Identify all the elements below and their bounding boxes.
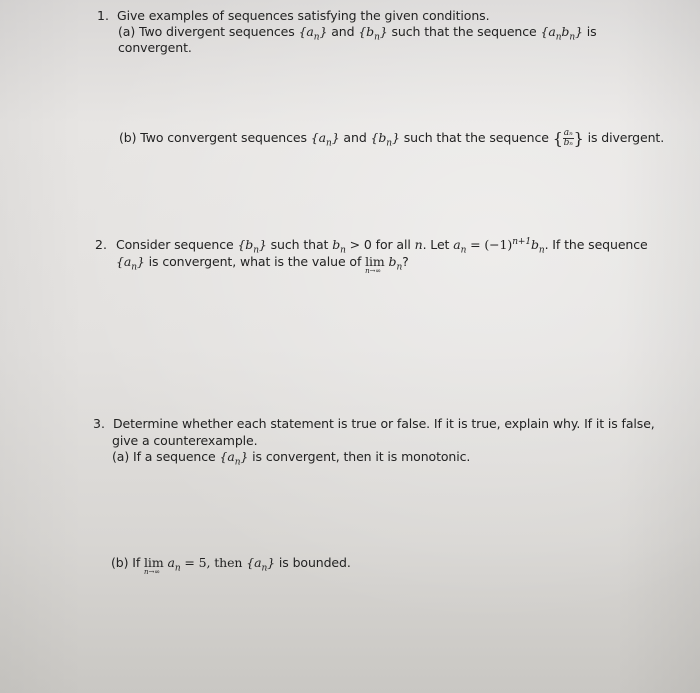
q1a-line2: convergent.	[118, 40, 192, 55]
q1a-line1	[118, 24, 597, 43]
q1a-text-pre: (a) Two divergent sequences	[118, 24, 299, 39]
q1b-fraction: $\frac{\text{aₙ}}{\text{bₙ}}$	[563, 128, 573, 148]
q1b-seq-b: $\{b_n\}$	[370, 130, 400, 149]
q1a-and: and	[327, 24, 359, 39]
q1a-is: is	[582, 24, 597, 39]
q3b-limit: lim n→∞	[144, 555, 164, 576]
q2-line2: $\{a_n\}$ is convergent, what is the value of lim n→∞ $b_n$?	[116, 254, 409, 275]
q1a-seq-b: $\{b_n\}$	[358, 24, 388, 43]
q3-number: 3.	[93, 416, 105, 431]
q1b-seq-a: $\{a_n\}$	[310, 130, 340, 149]
q1b-line: (b) Two convergent sequences $\{a_n\}$ and $\{b_n\}$ such that the sequence { $\frac{\text{aₙ}}{\text{bₙ}}$ } is divergent.	[119, 128, 665, 149]
q2-number: 2.	[95, 237, 107, 252]
q1a-mid: such that the sequence	[387, 24, 541, 39]
q1b-text-pre: (b) Two convergent sequences	[119, 130, 311, 145]
q2-seq-b: $\{b_n\}$	[237, 237, 267, 256]
q3a-seq: $\{a_n\}$	[219, 449, 249, 468]
q2-seq-a: $\{a_n\}$	[116, 254, 145, 273]
q1b-end: is divergent.	[583, 130, 665, 145]
q1b-and: and	[339, 130, 371, 145]
q1a-seq-a: $\{a_n\}$	[298, 24, 328, 43]
q3b-seq: $\{a_n\}$	[246, 555, 276, 574]
q1-number: 1.	[97, 8, 109, 23]
q2-limit: lim n→∞	[365, 254, 385, 275]
q1b-mid: such that the sequence	[399, 130, 553, 145]
q3-line1: Determine whether each statement is true or false. If it is true, explain why. If it is false,	[113, 416, 655, 431]
q3-line2: give a counterexample.	[112, 433, 258, 448]
q1-instruction: Give examples of sequences satisfying the given conditions.	[117, 8, 490, 23]
q1a-product-seq: $\{a_nb_n\}$	[540, 24, 583, 43]
q3a-line: (a) If a sequence $\{a_n\}$ is convergent, then it is monotonic.	[112, 449, 471, 468]
q3b-line: (b) If lim n→∞ $a_n = 5$, then $\{a_n\}$ is bounded.	[111, 555, 351, 576]
q2-line1: Consider sequence $\{b_n\}$ such that $b_n > 0$ for all n. Let $a_n = (-1)^{n+1}b_n$. If the sequence	[116, 236, 648, 256]
